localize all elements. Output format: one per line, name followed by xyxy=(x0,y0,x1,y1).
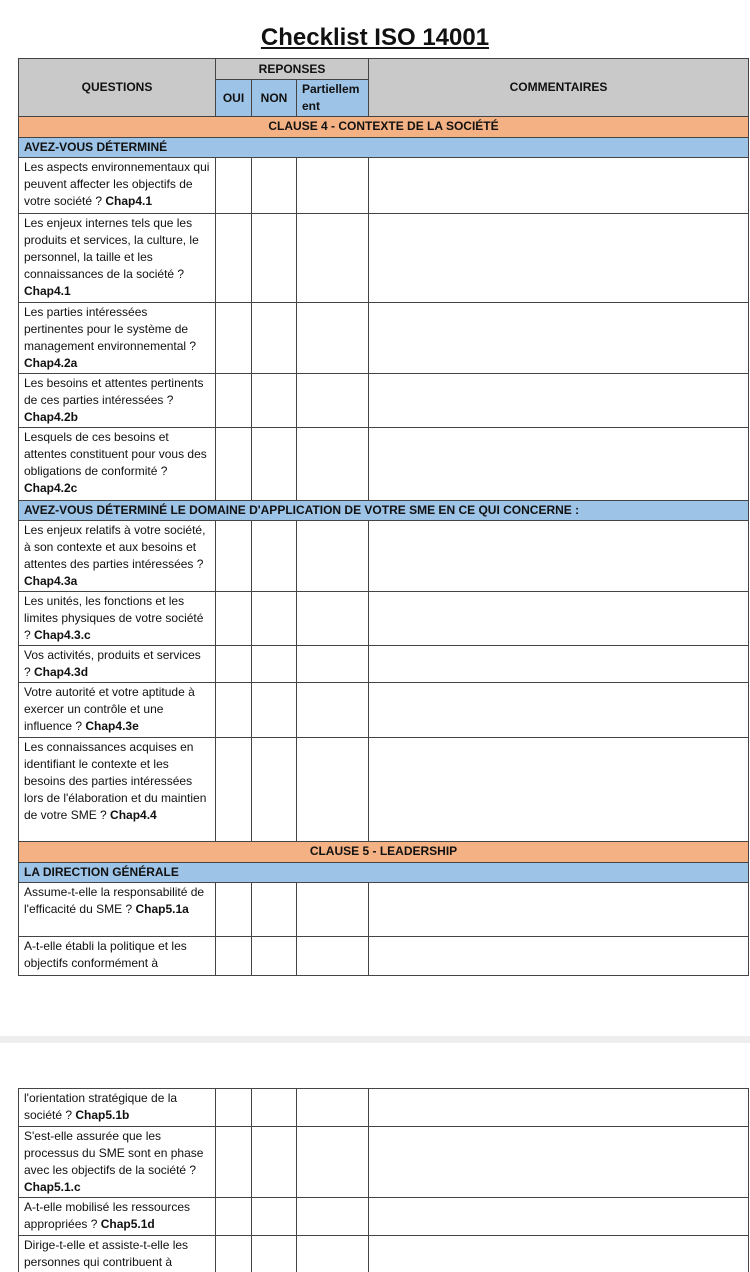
clause-title: CLAUSE 5 - LEADERSHIP xyxy=(19,842,749,863)
question-cell xyxy=(19,428,216,501)
question-cell xyxy=(19,1198,216,1236)
chapter-ref: Chap4.3d xyxy=(34,665,89,679)
comment-cell[interactable] xyxy=(369,214,749,303)
question-text: Les aspects environnementaux qui peuvent affecter les objectifs de votre société ? xyxy=(24,160,210,208)
header-oui: OUI xyxy=(216,80,252,117)
chapter-ref: Chap4.2c xyxy=(24,481,78,495)
partiel-cell[interactable] xyxy=(297,1127,369,1198)
question-text: Les parties intéressées pertinentes pour le système de management environnemental ? xyxy=(24,305,197,353)
question-cell xyxy=(19,158,216,214)
non-cell[interactable] xyxy=(252,1236,297,1272)
oui-cell[interactable] xyxy=(216,428,252,501)
question-cell xyxy=(19,1089,216,1127)
clause-row xyxy=(19,842,749,863)
question-text: Votre autorité et votre aptitude à exercer un contrôle et une influence ? xyxy=(24,685,195,733)
checklist-table xyxy=(18,58,749,976)
question-text: Vos activités, produits et services ? xyxy=(24,648,201,679)
question-text: A-t-elle mobilisé les ressources appropriées ? xyxy=(24,1200,191,1231)
comment-cell[interactable] xyxy=(369,1089,749,1127)
section-title: AVEZ-VOUS DÉTERMINÉ LE DOMAINE D'APPLICATION DE VOTRE SME EN CE QUI CONCERNE : xyxy=(19,501,749,521)
question-row xyxy=(19,937,749,976)
oui-cell[interactable] xyxy=(216,158,252,214)
section-row xyxy=(19,501,749,521)
chapter-ref: Chap5.1b xyxy=(75,1108,130,1122)
question-cell xyxy=(19,738,216,842)
partiel-cell[interactable] xyxy=(297,937,369,976)
chapter-ref: Chap4.3e xyxy=(85,719,139,733)
chapter-ref: Chap4.3a xyxy=(24,574,78,588)
chapter-ref: Chap5.1a xyxy=(135,902,189,916)
partiel-cell[interactable] xyxy=(297,646,369,683)
header-partiellement: Partiellement xyxy=(297,80,369,117)
non-cell[interactable] xyxy=(252,1127,297,1198)
partiel-cell[interactable] xyxy=(297,521,369,592)
question-row xyxy=(19,1236,749,1272)
comment-cell[interactable] xyxy=(369,937,749,976)
non-cell[interactable] xyxy=(252,374,297,428)
question-cell xyxy=(19,214,216,303)
question-row xyxy=(19,374,749,428)
comment-cell[interactable] xyxy=(369,303,749,374)
document-title: Checklist ISO 14001 xyxy=(260,24,490,51)
question-row xyxy=(19,1127,749,1198)
question-cell xyxy=(19,683,216,738)
question-cell xyxy=(19,883,216,937)
question-cell xyxy=(19,937,216,976)
oui-cell[interactable] xyxy=(216,1089,252,1127)
question-cell xyxy=(19,1127,216,1198)
question-text: Les enjeux relatifs à votre société, à son contexte et aux besoins et attentes des parties intéressées ? xyxy=(24,523,206,571)
section-title: LA DIRECTION GÉNÉRALE xyxy=(19,863,749,883)
partiel-cell[interactable] xyxy=(297,1198,369,1236)
question-row xyxy=(19,883,749,937)
non-cell[interactable] xyxy=(252,883,297,937)
comment-cell[interactable] xyxy=(369,1236,749,1272)
question-text: Les besoins et attentes pertinents de ces parties intéressées ? xyxy=(24,376,204,407)
question-cell xyxy=(19,374,216,428)
non-cell[interactable] xyxy=(252,738,297,842)
question-row xyxy=(19,428,749,501)
chapter-ref: Chap4.1 xyxy=(24,284,71,298)
non-cell[interactable] xyxy=(252,592,297,646)
comment-cell[interactable] xyxy=(369,738,749,842)
comment-cell[interactable] xyxy=(369,374,749,428)
question-cell xyxy=(19,1236,216,1272)
chapter-ref: Chap4.3.c xyxy=(34,628,91,642)
question-cell xyxy=(19,521,216,592)
section-title: AVEZ-VOUS DÉTERMINÉ xyxy=(19,138,749,158)
question-text: A-t-elle établi la politique et les objectifs conformément à xyxy=(24,939,187,970)
partiel-cell[interactable] xyxy=(297,1236,369,1272)
question-row xyxy=(19,683,749,738)
oui-cell[interactable] xyxy=(216,683,252,738)
oui-cell[interactable] xyxy=(216,646,252,683)
oui-cell[interactable] xyxy=(216,214,252,303)
non-cell[interactable] xyxy=(252,1089,297,1127)
comment-cell[interactable] xyxy=(369,428,749,501)
question-text: Les unités, les fonctions et les limites physiques de votre société ? xyxy=(24,594,204,642)
non-cell[interactable] xyxy=(252,303,297,374)
partiel-cell[interactable] xyxy=(297,374,369,428)
clause-title: CLAUSE 4 - CONTEXTE DE LA SOCIÉTÉ xyxy=(19,117,749,138)
question-text: Les connaissances acquises en identifiant le contexte et les besoins des parties intéressées lors de l'élaboration et du maintien de votre SME ? xyxy=(24,740,207,822)
oui-cell[interactable] xyxy=(216,521,252,592)
comment-cell[interactable] xyxy=(369,646,749,683)
question-text: l'orientation stratégique de la société ? xyxy=(24,1091,178,1122)
chapter-ref: Chap5.1.c xyxy=(24,1180,81,1194)
non-cell[interactable] xyxy=(252,1198,297,1236)
oui-cell[interactable] xyxy=(216,937,252,976)
partiel-cell[interactable] xyxy=(297,592,369,646)
question-row xyxy=(19,1089,749,1127)
question-row xyxy=(19,592,749,646)
partiel-cell[interactable] xyxy=(297,214,369,303)
comment-cell[interactable] xyxy=(369,521,749,592)
oui-cell[interactable] xyxy=(216,592,252,646)
comment-cell[interactable] xyxy=(369,158,749,214)
page-break xyxy=(0,1036,750,1043)
oui-cell[interactable] xyxy=(216,1236,252,1272)
oui-cell[interactable] xyxy=(216,303,252,374)
comment-cell[interactable] xyxy=(369,683,749,738)
chapter-ref: Chap4.2a xyxy=(24,356,78,370)
checklist-table-continued xyxy=(18,1088,749,1272)
oui-cell[interactable] xyxy=(216,374,252,428)
question-row xyxy=(19,303,749,374)
question-row xyxy=(19,738,749,842)
partiel-cell[interactable] xyxy=(297,883,369,937)
oui-cell[interactable] xyxy=(216,738,252,842)
section-row xyxy=(19,863,749,883)
oui-cell[interactable] xyxy=(216,1198,252,1236)
question-row xyxy=(19,158,749,214)
chapter-ref: Chap4.1 xyxy=(105,194,153,208)
header-commentaires: COMMENTAIRES xyxy=(369,59,749,117)
partiel-cell[interactable] xyxy=(297,738,369,842)
partiel-cell[interactable] xyxy=(297,428,369,501)
comment-cell[interactable] xyxy=(369,1127,749,1198)
comment-cell[interactable] xyxy=(369,883,749,937)
question-row xyxy=(19,646,749,683)
header-questions: QUESTIONS xyxy=(19,59,216,117)
chapter-ref: Chap4.2b xyxy=(24,410,79,424)
partiel-cell[interactable] xyxy=(297,303,369,374)
question-cell xyxy=(19,646,216,683)
question-row xyxy=(19,1198,749,1236)
oui-cell[interactable] xyxy=(216,883,252,937)
chapter-ref: Chap4.4 xyxy=(110,808,157,822)
question-row xyxy=(19,521,749,592)
question-text: Lesquels de ces besoins et attentes constituent pour vous des obligations de conformité ? xyxy=(24,430,207,478)
question-text: S'est-elle assurée que les processus du SME sont en phase avec les objectifs de la société ? xyxy=(24,1129,204,1177)
partiel-cell[interactable] xyxy=(297,158,369,214)
non-cell[interactable] xyxy=(252,937,297,976)
question-cell xyxy=(19,303,216,374)
comment-cell[interactable] xyxy=(369,1198,749,1236)
comment-cell[interactable] xyxy=(369,592,749,646)
header-reponses: REPONSES xyxy=(216,59,369,80)
non-cell[interactable] xyxy=(252,683,297,738)
non-cell[interactable] xyxy=(252,428,297,501)
chapter-ref: Chap5.1d xyxy=(100,1217,155,1231)
question-text: Assume-t-elle la responsabilité de l'efficacité du SME ? xyxy=(24,885,205,916)
oui-cell[interactable] xyxy=(216,1127,252,1198)
non-cell[interactable] xyxy=(252,521,297,592)
question-row xyxy=(19,214,749,303)
non-cell[interactable] xyxy=(252,158,297,214)
header-non: NON xyxy=(252,80,297,117)
clause-row xyxy=(19,117,749,138)
question-text: Les enjeux internes tels que les produits et services, la culture, le personnel, la taille et les connaissances de la société ? xyxy=(24,216,199,281)
question-cell xyxy=(19,592,216,646)
non-cell[interactable] xyxy=(252,214,297,303)
non-cell[interactable] xyxy=(252,646,297,683)
partiel-cell[interactable] xyxy=(297,683,369,738)
section-row xyxy=(19,138,749,158)
partiel-cell[interactable] xyxy=(297,1089,369,1127)
question-text: Dirige-t-elle et assiste-t-elle les personnes qui contribuent à xyxy=(24,1238,189,1269)
